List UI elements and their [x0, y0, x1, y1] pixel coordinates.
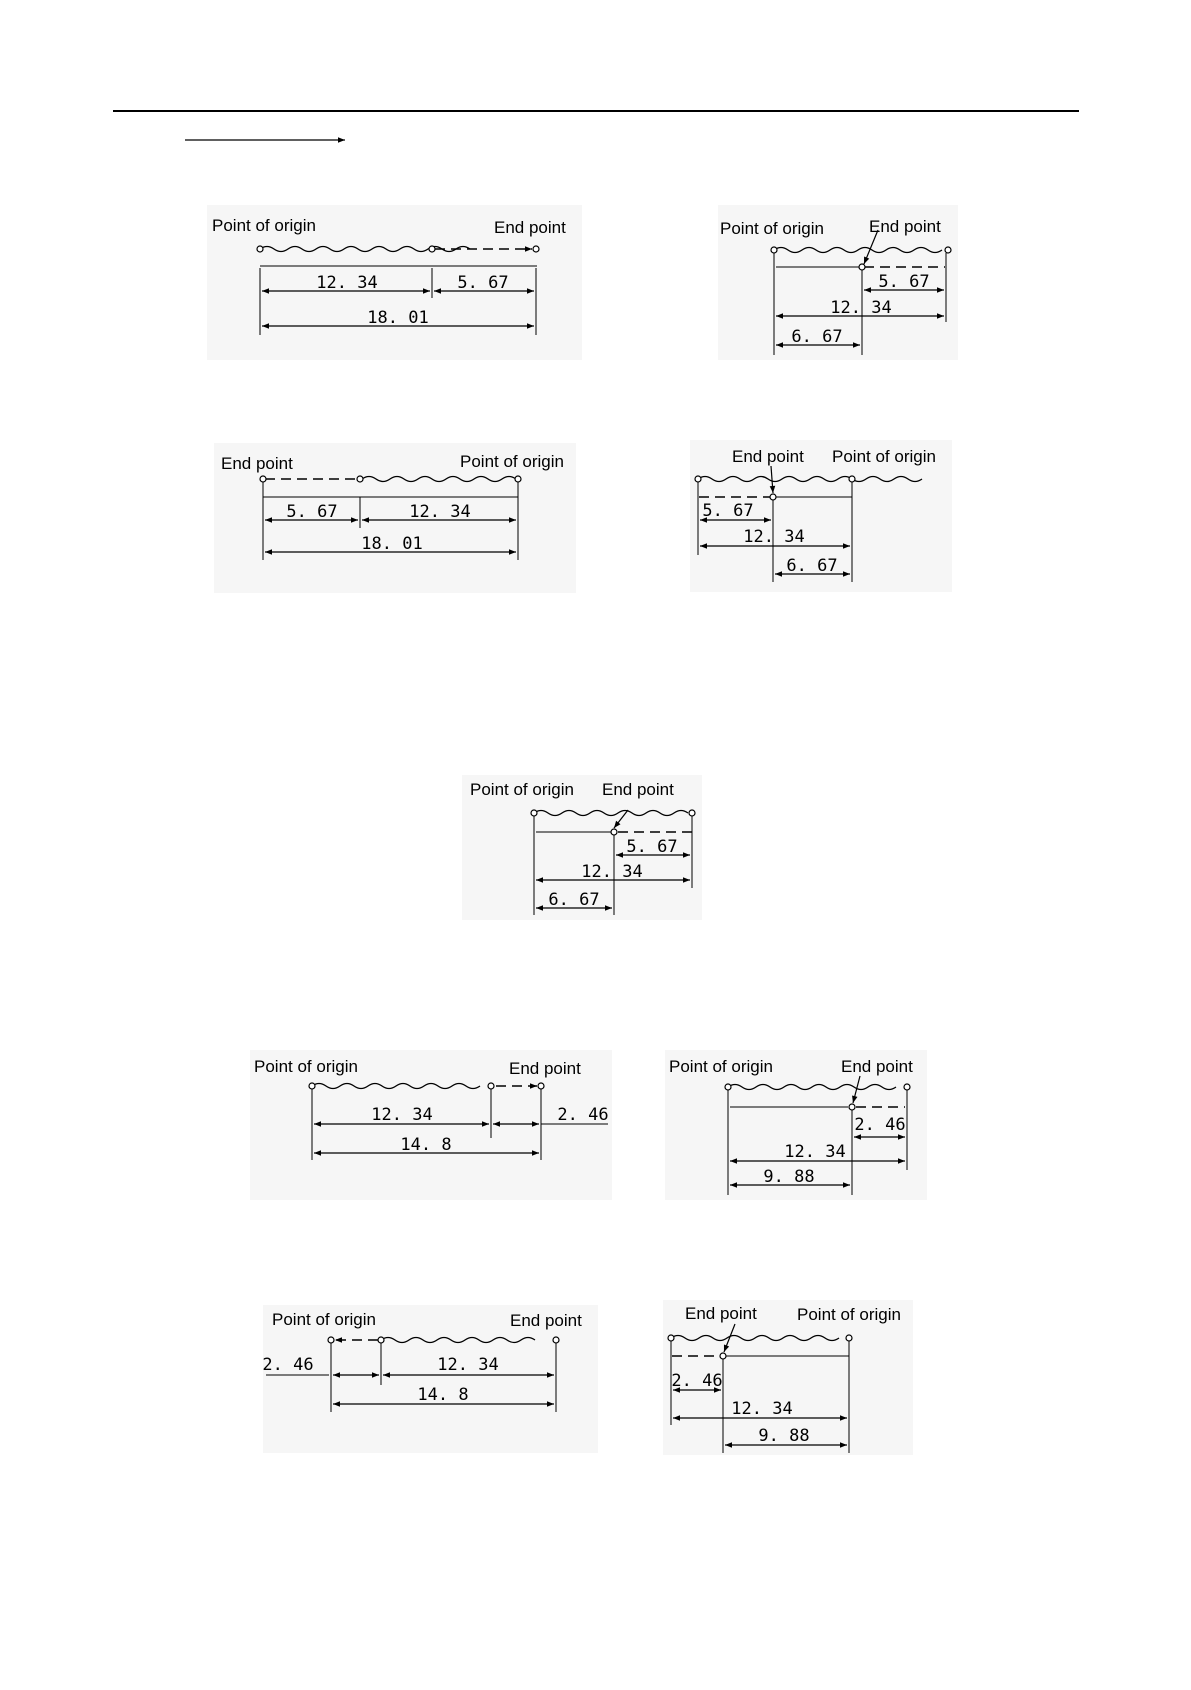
point-icon — [695, 476, 701, 482]
dim-value: 12. 34 — [371, 1105, 433, 1125]
dim-value: 9. 88 — [758, 1426, 810, 1446]
origin-point-icon — [725, 1084, 731, 1090]
end-label: End point — [841, 1057, 913, 1076]
mid-point-icon — [378, 1337, 384, 1343]
dim-value: 6. 67 — [548, 890, 600, 910]
end-label: End point — [602, 780, 674, 799]
end-label: End point — [510, 1311, 582, 1330]
point-icon — [668, 1335, 674, 1341]
origin-point-icon — [846, 1335, 852, 1341]
end-point-icon — [611, 829, 617, 835]
dim-value: 2. 46 — [557, 1105, 609, 1125]
dim-value: 5. 67 — [626, 837, 678, 857]
diagram-2 — [718, 205, 958, 360]
end-point-icon — [770, 494, 776, 500]
end-point-icon — [538, 1083, 544, 1089]
dim-value: 12. 34 — [784, 1142, 846, 1162]
diagram-1 — [207, 205, 582, 360]
origin-point-icon — [328, 1337, 334, 1343]
end-label: End point — [869, 217, 941, 236]
dim-value: 5. 67 — [878, 272, 930, 292]
point-icon — [945, 247, 951, 253]
dim-value: 6. 67 — [791, 327, 843, 347]
dim-value: 12. 34 — [409, 502, 471, 522]
origin-point-icon — [531, 810, 537, 816]
origin-label: Point of origin — [470, 780, 574, 799]
origin-label: Point of origin — [272, 1310, 376, 1329]
dim-value: 9. 88 — [763, 1167, 815, 1187]
origin-label: Point of origin — [720, 219, 824, 238]
origin-label: Point of origin — [832, 447, 936, 466]
end-label: End point — [494, 218, 566, 237]
end-label: End point — [685, 1304, 757, 1323]
dim-value: 5. 67 — [457, 273, 509, 293]
dim-value: 12. 34 — [830, 298, 892, 318]
diagram-9 — [663, 1300, 913, 1455]
end-point-icon — [533, 246, 539, 252]
end-point-icon — [553, 1337, 559, 1343]
diagram-5 — [462, 775, 702, 920]
origin-label: Point of origin — [212, 216, 316, 235]
point-icon — [689, 810, 695, 816]
end-label: End point — [732, 447, 804, 466]
mid-point-icon — [357, 476, 363, 482]
dim-value: 5. 67 — [702, 501, 754, 521]
origin-point-icon — [849, 476, 855, 482]
origin-point-icon — [309, 1083, 315, 1089]
point-icon — [904, 1084, 910, 1090]
end-point-icon — [849, 1104, 855, 1110]
end-point-icon — [859, 264, 865, 270]
end-label: End point — [221, 454, 293, 473]
dim-value: 2. 46 — [854, 1115, 906, 1135]
diagram-6 — [250, 1050, 612, 1200]
diagram-4 — [690, 440, 952, 592]
end-point-icon — [260, 476, 266, 482]
dim-value: 14. 8 — [417, 1385, 469, 1405]
diagram-3 — [214, 443, 576, 593]
origin-label: Point of origin — [460, 452, 564, 471]
diagram-7 — [665, 1050, 927, 1200]
origin-label: Point of origin — [669, 1057, 773, 1076]
dim-value: 12. 34 — [731, 1399, 793, 1419]
dim-value: 12. 34 — [743, 527, 805, 547]
dim-value: 18. 01 — [361, 534, 423, 554]
dim-value: 18. 01 — [367, 308, 429, 328]
dim-value: 2. 46 — [671, 1371, 723, 1391]
origin-point-icon — [515, 476, 521, 482]
dim-value: 12. 34 — [581, 862, 643, 882]
dim-value: 12. 34 — [437, 1355, 499, 1375]
dim-value: 5. 67 — [286, 502, 338, 522]
dim-value: 2. 46 — [262, 1355, 314, 1375]
dim-value: 6. 67 — [786, 556, 838, 576]
dim-value: 14. 8 — [400, 1135, 452, 1155]
origin-label: Point of origin — [797, 1305, 901, 1324]
mid-point-icon — [488, 1083, 494, 1089]
end-label: End point — [509, 1059, 581, 1078]
mid-point-icon — [429, 246, 435, 252]
origin-point-icon — [771, 247, 777, 253]
diagram-8 — [262, 1305, 598, 1453]
dim-value: 12. 34 — [316, 273, 378, 293]
origin-label: Point of origin — [254, 1057, 358, 1076]
end-point-icon — [720, 1353, 726, 1359]
origin-point-icon — [257, 246, 263, 252]
